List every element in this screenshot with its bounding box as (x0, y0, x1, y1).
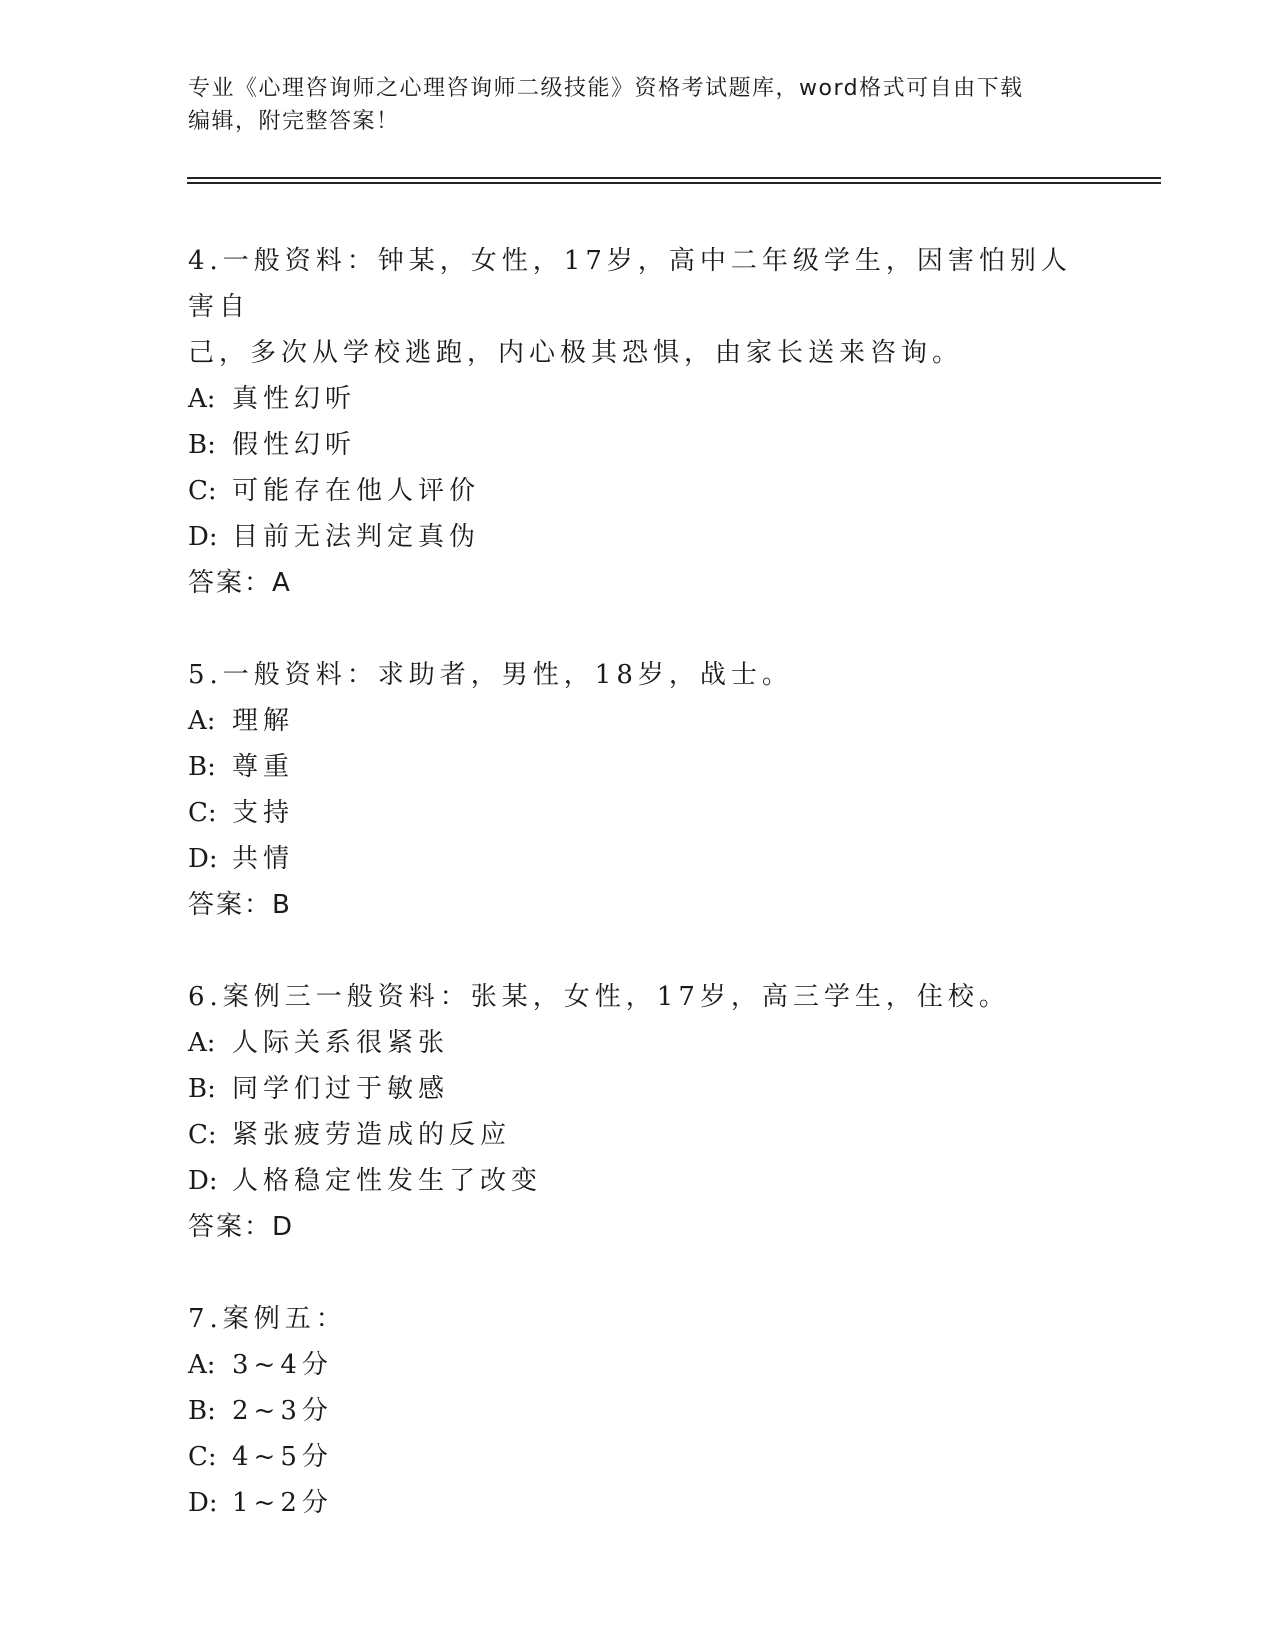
answer-line: 答案：B (188, 890, 292, 920)
option-b (188, 1388, 1088, 1434)
option-d (188, 1480, 1088, 1526)
option-b (188, 744, 1088, 790)
option-text: 4~5分 (232, 1442, 333, 1472)
option-letter: C: (188, 1120, 217, 1150)
option-letter: A: (188, 706, 216, 736)
option-text: 同学们过于敏感 (232, 1074, 450, 1104)
answer-line: 答案：A (188, 568, 292, 598)
option-letter: D: (188, 844, 218, 874)
option-d (188, 514, 1088, 560)
option-letter: C: (188, 476, 217, 506)
answer-line: 答案：D (188, 1212, 295, 1242)
option-d (188, 836, 1088, 882)
question-stem: 4.一般资料：钟某，女性，17岁，高中二年级学生，因害怕别人害自 (188, 246, 1072, 322)
option-text: 1~2分 (232, 1488, 333, 1518)
option-text: 尊重 (232, 752, 295, 782)
question-item (188, 238, 1088, 606)
option-b (188, 422, 1088, 468)
option-c (188, 1112, 1088, 1158)
option-text: 人际关系很紧张 (232, 1028, 450, 1058)
option-a (188, 376, 1088, 422)
question-list (188, 238, 1088, 1572)
question-stem: 6.案例三一般资料：张某，女性，17岁，高三学生，住校。 (188, 982, 1010, 1012)
option-letter: A: (188, 1350, 216, 1380)
option-text: 共情 (232, 844, 295, 874)
option-text: 可能存在他人评价 (232, 476, 481, 506)
option-letter: B: (188, 752, 216, 782)
question-stem: 5.一般资料：求助者，男性，18岁，战士。 (188, 660, 793, 690)
question-item (188, 974, 1088, 1250)
question-item (188, 1296, 1088, 1526)
header-divider-bottom (187, 182, 1161, 184)
option-text: 真性幻听 (232, 384, 357, 414)
option-text: 紧张疲劳造成的反应 (232, 1120, 512, 1150)
option-letter: C: (188, 1442, 217, 1472)
question-stem: 7.案例五： (188, 1304, 347, 1334)
option-d (188, 1158, 1088, 1204)
question-stem-continued: 己，多次从学校逃跑，内心极其恐惧，由家长送来咨询。 (188, 338, 964, 368)
option-c (188, 1434, 1088, 1480)
option-text: 3~4分 (232, 1350, 333, 1380)
option-letter: D: (188, 522, 218, 552)
option-c (188, 790, 1088, 836)
option-a (188, 698, 1088, 744)
option-text: 人格稳定性发生了改变 (232, 1166, 543, 1196)
option-letter: C: (188, 798, 217, 828)
option-letter: A: (188, 1028, 216, 1058)
option-a (188, 1342, 1088, 1388)
option-text: 假性幻听 (232, 430, 357, 460)
option-letter: D: (188, 1488, 218, 1518)
option-letter: D: (188, 1166, 218, 1196)
header-line-2: 编辑，附完整答案！ (188, 109, 400, 134)
header-line-1: 专业《心理咨询师之心理咨询师二级技能》资格考试题库，word格式可自由下载 (188, 76, 1024, 101)
option-text: 目前无法判定真伪 (232, 522, 481, 552)
option-text: 2~3分 (232, 1396, 333, 1426)
header-divider-top (187, 177, 1161, 179)
option-letter: B: (188, 1074, 216, 1104)
option-letter: B: (188, 1396, 216, 1426)
option-b (188, 1066, 1088, 1112)
question-item (188, 652, 1088, 928)
option-text: 支持 (232, 798, 295, 828)
document-header (188, 72, 1088, 138)
option-c (188, 468, 1088, 514)
option-letter: B: (188, 430, 216, 460)
option-letter: A: (188, 384, 216, 414)
option-a (188, 1020, 1088, 1066)
option-text: 理解 (232, 706, 295, 736)
